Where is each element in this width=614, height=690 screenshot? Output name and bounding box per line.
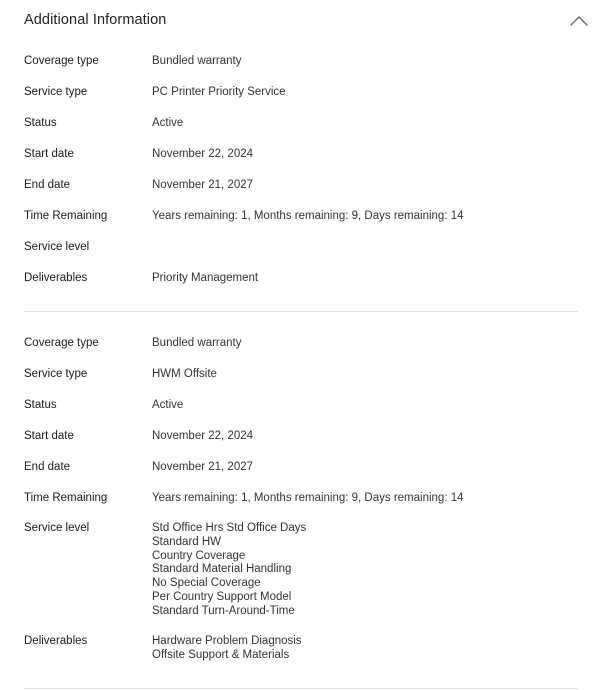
service-level-row — [24, 241, 578, 255]
start-date-value: November 22, 2024 — [152, 148, 254, 160]
deliverables-value: Priority Management — [152, 272, 259, 284]
section-divider — [24, 311, 578, 312]
status-row — [24, 399, 578, 413]
coverage-type-row — [24, 337, 578, 351]
service-level-line: Standard Turn-Around-Time — [152, 604, 295, 617]
service-level-row — [24, 522, 578, 619]
service-level-line: Standard Material Handling — [152, 563, 292, 576]
end-date-value: November 21, 2027 — [152, 461, 254, 473]
time-remaining-value: Years remaining: 1, Months remaining: 9, Days remaining: 14 — [152, 492, 464, 504]
time-remaining-label: Time Remaining — [24, 492, 108, 504]
start-date-row — [24, 430, 578, 444]
start-date-label: Start date — [24, 430, 74, 442]
panel-title: Additional Information — [24, 12, 167, 28]
service-level-line: Country Coverage — [152, 549, 246, 562]
time-remaining-row — [24, 210, 578, 224]
deliverables-value — [152, 635, 578, 663]
end-date-label: End date — [24, 461, 71, 473]
chevron-up-icon — [569, 15, 589, 27]
service-type-row — [24, 368, 578, 382]
coverage-type-label: Coverage type — [24, 55, 99, 67]
status-value: Active — [152, 399, 184, 411]
end-date-row — [24, 461, 578, 475]
deliverables-row — [24, 635, 578, 663]
deliverables-line: Offsite Support & Materials — [152, 648, 290, 661]
deliverables-label: Deliverables — [24, 272, 88, 284]
end-date-value: November 21, 2027 — [152, 179, 254, 191]
service-level-line: Per Country Support Model — [152, 590, 292, 603]
service-type-row — [24, 86, 578, 100]
coverage-type-value: Bundled warranty — [152, 55, 242, 67]
service-level-line: Standard HW — [152, 535, 222, 548]
end-date-label: End date — [24, 179, 71, 191]
service-level-label: Service level — [24, 522, 90, 534]
status-value: Active — [152, 117, 184, 129]
collapse-button[interactable] — [568, 10, 590, 32]
coverage-type-value: Bundled warranty — [152, 337, 242, 349]
time-remaining-value: Years remaining: 1, Months remaining: 9, Days remaining: 14 — [152, 210, 464, 222]
status-label: Status — [24, 117, 57, 129]
service-type-value: PC Printer Priority Service — [152, 86, 286, 98]
section-divider — [24, 688, 578, 689]
end-date-row — [24, 179, 578, 193]
time-remaining-row — [24, 492, 578, 506]
status-label: Status — [24, 399, 57, 411]
coverage-type-row — [24, 55, 578, 69]
deliverables-line: Hardware Problem Diagnosis — [152, 635, 302, 647]
start-date-row — [24, 148, 578, 162]
status-row — [24, 117, 578, 131]
time-remaining-label: Time Remaining — [24, 210, 108, 222]
service-level-line: Std Office Hrs Std Office Days — [152, 522, 307, 534]
coverage-type-label: Coverage type — [24, 337, 99, 349]
service-level-label: Service level — [24, 241, 90, 253]
panel-header[interactable] — [24, 8, 590, 36]
start-date-value: November 22, 2024 — [152, 430, 254, 442]
deliverables-row — [24, 272, 578, 286]
deliverables-label: Deliverables — [24, 635, 88, 647]
service-type-value: HWM Offsite — [152, 368, 217, 380]
service-type-label: Service type — [24, 368, 88, 380]
service-level-value — [152, 522, 578, 619]
service-level-line: No Special Coverage — [152, 577, 261, 590]
service-type-label: Service type — [24, 86, 88, 98]
start-date-label: Start date — [24, 148, 74, 160]
